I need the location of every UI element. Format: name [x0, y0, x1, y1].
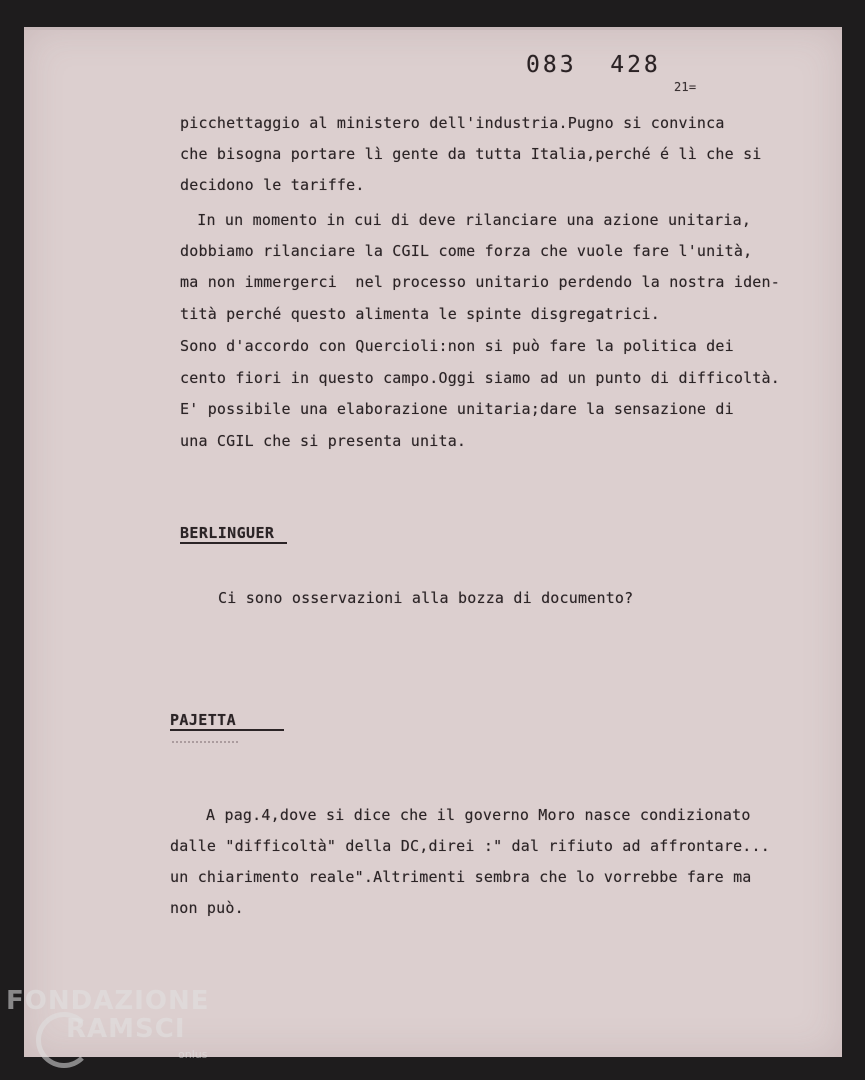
speaker-name-berlinguer: BERLINGUER [180, 524, 275, 542]
watermark-line1: FONDAZIONE [6, 986, 210, 1016]
watermark-small: onlus [178, 1048, 208, 1061]
text-line: ma non immergerci nel processo unitario perdendo la nostra iden- [180, 273, 780, 291]
document-page [24, 27, 842, 1057]
speaker-underline [180, 542, 287, 544]
faint-mark [172, 741, 238, 745]
text-line: decidono le tariffe. [180, 176, 365, 194]
text-line: A pag.4,dove si dice che il governo Moro nasce condizionato [206, 806, 751, 824]
text-line: non può. [170, 899, 244, 917]
text-line: un chiarimento reale".Altrimenti sembra che lo vorrebbe fare ma [170, 868, 752, 886]
text-line: In un momento in cui di deve rilanciare una azione unitaria, [188, 211, 752, 229]
speaker-underline [170, 729, 284, 731]
text-line: E' possibile una elaborazione unitaria;dare la sensazione di [180, 400, 734, 418]
text-line: cento fiori in questo campo.Oggi siamo ad un punto di difficoltà. [180, 369, 780, 387]
page-number: 21= [674, 80, 697, 94]
text-line: Sono d'accordo con Quercioli:non si può fare la politica dei [180, 337, 734, 355]
page-top-edge [24, 27, 842, 30]
text-line: picchettaggio al ministero dell'industria.Pugno si convinca [180, 114, 725, 132]
text-line: dobbiamo rilanciare la CGIL come forza che vuole fare l'unità, [180, 242, 753, 260]
text-line: che bisogna portare lì gente da tutta Italia,perché é lì che si [180, 145, 762, 163]
text-line: dalle "difficoltà" della DC,direi :" dal rifiuto ad affrontare... [170, 837, 770, 855]
text-line: tità perché questo alimenta le spinte disgregatrici. [180, 305, 660, 323]
speaker-name-pajetta: PAJETTA [170, 711, 237, 729]
document-number: 083 428 [526, 52, 661, 78]
speaker-text: Ci sono osservazioni alla bozza di documento? [218, 589, 634, 607]
text-line: una CGIL che si presenta unita. [180, 432, 467, 450]
watermark-line2: RAMSCI [66, 1014, 186, 1044]
